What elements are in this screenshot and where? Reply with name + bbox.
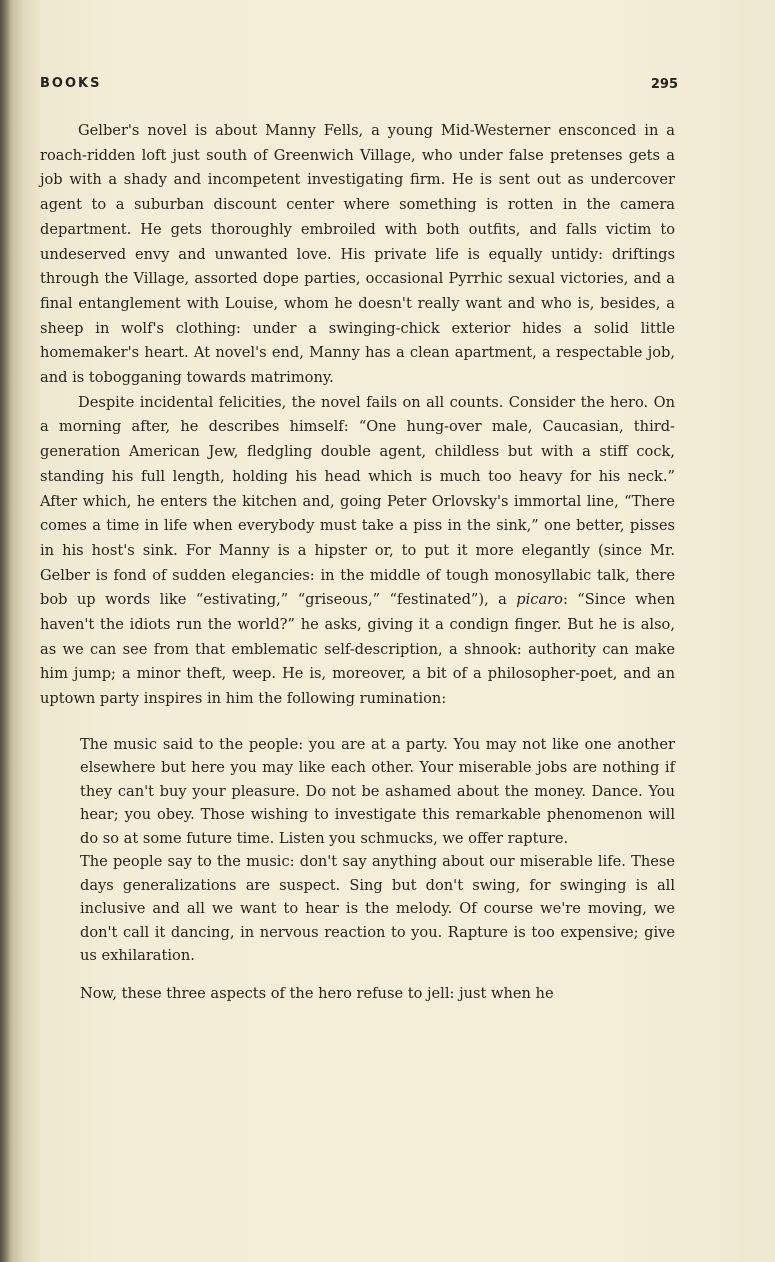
paragraph: Gelber's novel is about Manny Fells, a young Mid-Westerner ensconced in a roach-ridden loft just south of Greenwich Village, who under false pretenses gets a job with a shady and incompetent investigating firm. He is sent out as undercover agent to a suburban discount center where something is rotten in the camera department. He gets thoroughly embroiled with both outfits, and falls victim to undeserved envy and unwanted love. His private life is equally untidy: driftings through the Village, assorted dope parties, occasional Pyrrhic sexual victories, and a final entanglement with Louise, whom he doesn't really want and who is, besides, a sheep in wolf's clothing: under a swinging-chick exterior hides a solid little homemaker's heart. At novel's end, Manny has a clean apartment, a respectable job, and is tobogganing towards matrimony. [40,122,675,387]
running-head: BOOKS [40,76,102,91]
quote-paragraph: The music said to the people: you are at a party. You may not like one another elsewhere but here you may like each other. Your miserable jobs are nothing if they can't buy your pleasure. Do not be ashamed about the money. Dance. You hear; you obey. Those wishing to investigate this remarkable phenomenon will do so at some future time. Listen you schmucks, we offer rapture. [80,735,675,847]
italic-term: picaro [516,591,563,609]
paragraph-text: Despite incidental felicities, the novel fails on all counts. Consider the hero. On a morning after, he describes himself: “One hung-over male, Caucasian, third-generation American Jew, fledgling double agent, childless but with a stiff cock, standing his full length, holding his head which is much too heavy for his neck.” After which, he enters the kitchen and, going Peter Orlovsky's immortal line, “There comes a time in life when everybody must take a piss in the sink,” one better, pisses in his host's sink. For Manny is a hipster or, to put it more elegantly (since Mr. Gelber is fond of sudden elegancies: in the middle of tough monosyllabic talk, there bob up words like “estivating,” “griseous,” “festinated”), a [40,393,675,609]
quote-paragraph: The people say to the music: don't say anything about our miserable life. These days generalizations are suspect. Sing but don't swing, for swinging is all inclusive and all we want to hear is the melody. Of course we're moving, we don't call it dancing, in nervous reaction to you. Rapture is too expensive; give us exhilaration. [80,853,675,965]
block-quote [80,733,675,968]
page-number: 295 [650,77,678,92]
paragraph [40,391,675,712]
paragraph: Now, these three aspects of the hero refuse to jell: just when he [80,984,554,1002]
paragraph-text: : “Since when haven't the idiots run the world?” he asks, giving it a condign finger. But he is also, as we can see from that emblematic self-description, a shnook: authority can make him jump; a minor theft, weep. He is, moreover, a bit of a philosopher-poet, and an uptown party inspires in him the following rumination: [40,591,675,708]
spine-shadow [0,0,10,1262]
body-text [40,119,675,1007]
